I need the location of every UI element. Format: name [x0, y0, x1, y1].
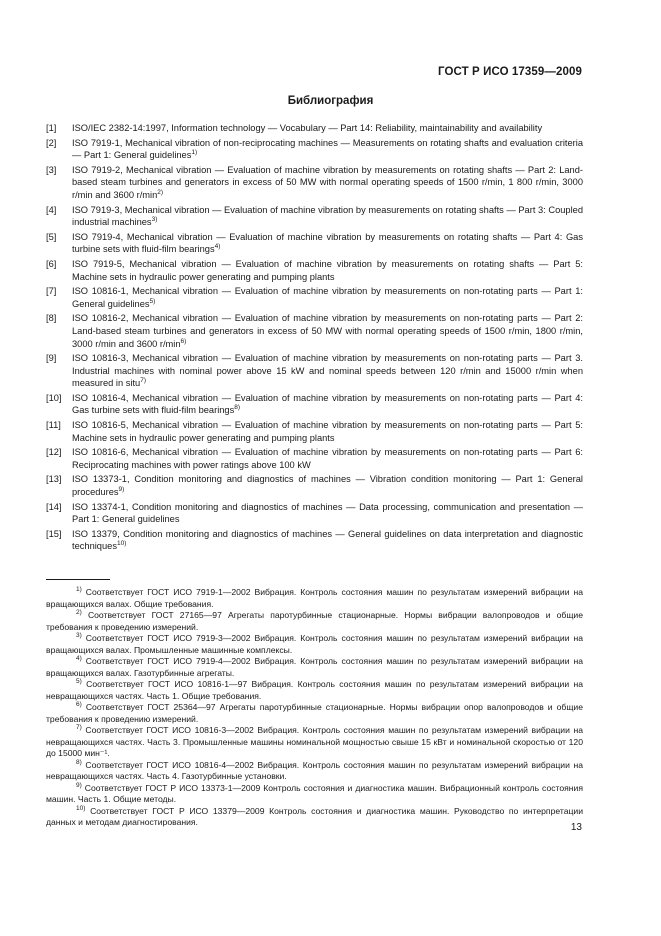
footnote-marker: 7) — [140, 377, 146, 385]
reference-body: ISO 7919-1, Mechanical vibration of non-reciprocating machines — Measurements on rotating shafts and evaluation criteria — Part 1: General guidelines — [72, 137, 583, 161]
footnote-mark: 8) — [76, 758, 82, 766]
reference-text — [72, 312, 583, 350]
reference-number: [6] — [46, 258, 57, 269]
footnote-marker: 8) — [234, 404, 241, 412]
footnote-marker: 6) — [180, 337, 187, 345]
reference-text — [72, 446, 583, 471]
footnote — [46, 587, 583, 610]
reference-item — [46, 204, 583, 229]
footnote-marker: 2) — [157, 188, 164, 196]
footnote-text: Соответствует ГОСТ Р ИСО 13373-1—2009 Контроль состояния и диагностика машин. Вибрационный контроль состояния машин. Часть 1. Общие методы. — [46, 782, 583, 804]
reference-text — [72, 204, 583, 229]
footnote — [46, 610, 583, 633]
reference-number: [5] — [46, 231, 57, 242]
reference-text — [72, 528, 583, 553]
reference-item — [46, 164, 583, 202]
reference-body: ISO 13373-1, Condition monitoring and diagnostics of machines — Vibration condition monitoring — Part 1: General procedures — [72, 474, 583, 498]
footnote-marker: 4) — [214, 243, 221, 251]
reference-item — [46, 501, 583, 526]
footnote — [46, 783, 583, 806]
footnote-mark: 5) — [76, 678, 82, 685]
reference-item — [46, 352, 583, 390]
footnote-text: Соответствует ГОСТ 25364—97 Агрегаты паротурбинные стационарные. Нормы вибрации опор валопроводов и общие требования к проведению измерений. — [46, 702, 584, 724]
footnote-text: Соответствует ГОСТ ИСО 7919-3—2002 Вибрация. Контроль состояния машин по результатам измерений вибрации на вращающихся валах. Промышленные машинные комплексы. — [46, 633, 583, 655]
footnote-text: Соответствует ГОСТ ИСО 7919-4—2002 Вибрация. Контроль состояния машин по результатам измерений вибрации на вращающихся валах. Газотурбинные агрегаты. — [46, 656, 583, 678]
reference-number: [1] — [46, 123, 57, 133]
reference-number: [13] — [46, 474, 62, 485]
footnote-mark: 6) — [76, 701, 82, 708]
footnote-text: Соответствует ГОСТ ИСО 10816-1—97 Вибрация. Контроль состояния машин по результатам измерений вибрации на невращающихся частях. Часть 1. Общие требования. — [46, 679, 583, 701]
document-code-header: ГОСТ Р ИСО 17359—2009 — [437, 66, 582, 78]
reference-text — [72, 473, 583, 498]
reference-body: ISO 13379, Condition monitoring and diagnostics of machines — General guidelines on data interpretation and diagnostic techniques — [72, 528, 583, 552]
reference-number: [14] — [46, 501, 62, 512]
reference-body: ISO 7919-4, Mechanical vibration — Evaluation of machine vibration by measurements on rotating shafts — Part 4: Gas turbine sets with fluid-film bearings — [72, 231, 583, 255]
reference-list — [46, 122, 583, 555]
reference-text — [72, 392, 583, 417]
reference-text — [72, 258, 583, 283]
reference-text — [72, 137, 583, 162]
footnote-mark: 2) — [76, 609, 82, 616]
footnote — [46, 679, 583, 702]
footnote-mark: 4) — [76, 655, 82, 662]
reference-number: [7] — [46, 286, 57, 297]
footnote-mark: 3) — [76, 632, 82, 639]
footnote — [46, 760, 583, 783]
reference-body: ISO 10816-6, Mechanical vibration — Evaluation of machine vibration by measurements on non-rotating parts — Part 6: Reciprocating machines with power ratings above 100 kW — [72, 447, 583, 470]
reference-item — [46, 312, 583, 350]
reference-item — [46, 285, 583, 310]
reference-number: [2] — [46, 137, 57, 148]
reference-text — [72, 122, 583, 135]
reference-text — [72, 285, 583, 310]
reference-number: [12] — [46, 447, 62, 458]
reference-number: [3] — [46, 164, 57, 175]
footnote-text: Соответствует ГОСТ ИСО 7919-1—2002 Вибрация. Контроль состояния машин по результатам измерений вибрации на вращающихся валах. Общие требования. — [46, 587, 583, 609]
reference-number: [8] — [46, 313, 57, 324]
reference-body: ISO 13374-1, Condition monitoring and diagnostics of machines — Data processing, communication and presentation — Part 1: General guidelines — [72, 501, 583, 525]
reference-number: [10] — [46, 392, 62, 403]
reference-text — [72, 352, 583, 390]
reference-number: [15] — [46, 528, 62, 539]
reference-number: [4] — [46, 204, 57, 215]
footnote-mark: 1) — [76, 586, 82, 593]
footnote-mark: 10) — [76, 804, 86, 812]
footnote-text: Соответствует ГОСТ ИСО 10816-4—2002 Вибрация. Контроль состояния машин по результатам измерений вибрации на невращающихся частях. Часть 4. Газотурбинные установки. — [46, 759, 584, 781]
reference-item — [46, 137, 583, 162]
footnote-marker: 5) — [149, 297, 156, 305]
reference-item — [46, 528, 583, 553]
footnote-mark: 7) — [76, 724, 82, 731]
reference-item — [46, 122, 583, 135]
footnote-divider — [46, 579, 110, 580]
footnote — [46, 806, 583, 829]
footnote-text: Соответствует ГОСТ Р ИСО 13379—2009 Контроль состояния и диагностика машин. Руководство по интерпретации данных и методам диагностирования. — [46, 805, 583, 827]
reference-body: ISO 10816-2, Mechanical vibration — Evaluation of machine vibration by measurements on non-rotating parts — Part 2: Land-based steam turbines and generators in excess of 50 MW with normal operating speeds of 1500 r/min, 1800 r/min, 3000 r/min and 3600 r/min — [72, 313, 583, 349]
reference-item — [46, 419, 583, 444]
reference-body: ISO 10816-4, Mechanical vibration — Evaluation of machine vibration by measurements on non-rotating parts — Part 4: Gas turbine sets with fluid-film bearings — [72, 392, 583, 416]
reference-body: ISO 7919-2, Mechanical vibration — Evaluation of machine vibration by measurements on rotating shafts — Part 2: Land-based steam turbines and generators in excess of 50 MW with normal operating speeds of 1500 r/min, 1 800 r/min, 3000 r/min and 3600 r/min — [72, 164, 583, 200]
footnote-marker: 1) — [191, 149, 198, 157]
footnote-marker: 9) — [118, 486, 125, 494]
footnote-text: Соответствует ГОСТ 27165—97 Агрегаты паротурбинные стационарные. Нормы вибрации валопроводов и общие требования к проведению измерений. — [46, 610, 583, 632]
reference-text — [72, 231, 583, 256]
reference-item — [46, 392, 583, 417]
footnote-marker: 3) — [151, 216, 158, 224]
reference-body: ISO 10816-5, Mechanical vibration — Evaluation of machine vibration by measurements on non-rotating parts — Part 5: Machine sets in hydraulic power generating and pumping plants — [72, 420, 583, 443]
reference-item — [46, 446, 583, 471]
reference-body: ISO 7919-5, Mechanical vibration — Evaluation of machine vibration by measurements on rotating shafts — Part 5: Machine sets in hydraulic power generating and pumping plants — [72, 258, 583, 282]
reference-body: ISO/IEC 2382-14:1997, Information technology — Vocabulary — Part 14: Reliability, maintainability and availability — [72, 123, 543, 133]
footnote-mark: 9) — [76, 781, 82, 789]
footnote — [46, 633, 583, 656]
reference-item — [46, 473, 583, 498]
footnote — [46, 702, 583, 725]
page-number: 13 — [570, 822, 582, 833]
reference-body: ISO 10816-1, Mechanical vibration — Evaluation of machine vibration by measurements on non-rotating parts — Part 1: General guidelines — [72, 286, 583, 309]
reference-item — [46, 258, 583, 283]
footnote-text: Соответствует ГОСТ ИСО 10816-3—2002 Вибрация. Контроль состояния машин по результатам измерений вибрации на невращающихся частях. Часть 3. Промышленные машины номинальной мощностью свыше 15 кВт и номинальной скоростью от 120 до 15000 мин⁻¹. — [46, 725, 584, 758]
reference-text — [72, 164, 583, 202]
footnote — [46, 656, 583, 679]
bibliography-title: Библиография — [287, 95, 374, 107]
footnote-list — [46, 587, 583, 829]
reference-number: [9] — [46, 353, 57, 364]
reference-text — [72, 501, 583, 526]
reference-body: ISO 7919-3, Mechanical vibration — Evaluation of machine vibration by measurements on rotating shafts — Part 3: Coupled industrial machines — [72, 204, 583, 228]
reference-number: [11] — [46, 420, 61, 431]
reference-item — [46, 231, 583, 256]
reference-text — [72, 419, 583, 444]
footnote — [46, 725, 583, 760]
footnote-marker: 10) — [116, 540, 127, 548]
reference-body: ISO 10816-3, Mechanical vibration — Evaluation of machine vibration by measurements on non-rotating parts — Part 3. Industrial machines with nominal power above 15 kW and nominal speeds between 120 r/min and 15000 r/min when measured in situ — [72, 353, 583, 389]
